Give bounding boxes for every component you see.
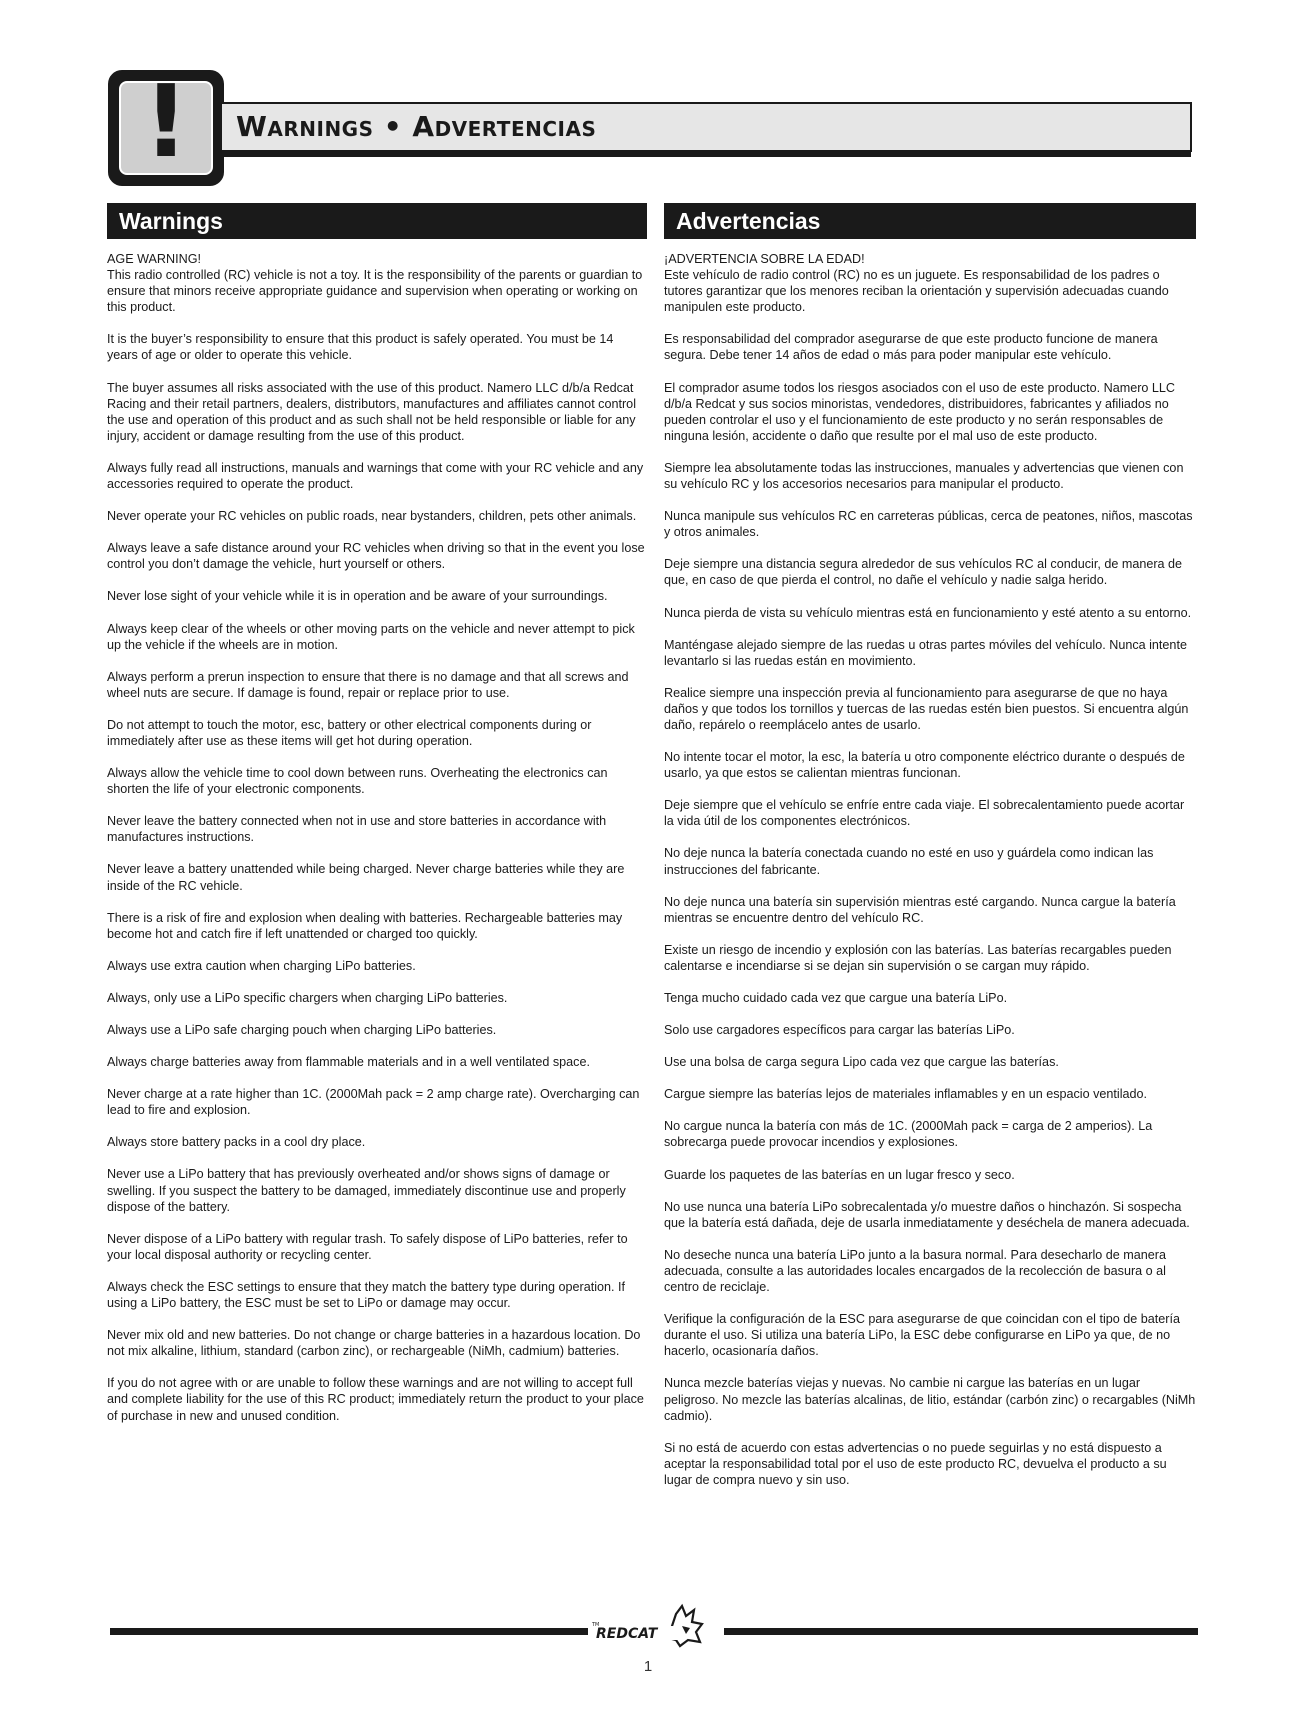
warning-paragraph: Always, only use a LiPo specific chargers when charging LiPo batteries. (107, 990, 508, 1005)
warning-paragraph: Cargue siempre las baterías lejos de materiales inflamables y en un espacio ventilado. (664, 1087, 1148, 1102)
warning-paragraph: Never use a LiPo battery that has previously overheated and/or shows signs of damage or swelling. If you suspect the battery to be damaged, immediately discontinue use and properly dispose of the battery. (107, 1167, 626, 1214)
warning-paragraph: Never mix old and new batteries. Do not change or charge batteries in a hazardous location. Do not mix alkaline, lithium, standard (carbon zinc), or rechargeable (NiMh, cadmium) batteries. (107, 1328, 641, 1359)
exclamation-glyph: ! (143, 63, 189, 180)
warning-paragraph: Guarde los paquetes de las baterías en un lugar fresco y seco. (664, 1167, 1015, 1182)
warning-paragraph: Always use a LiPo safe charging pouch when charging LiPo batteries. (107, 1023, 497, 1037)
footer-rule-right (724, 1628, 1198, 1635)
warning-paragraph: Always fully read all instructions, manuals and warnings that come with your RC vehicle and any accessories required to operate the product. (107, 460, 644, 492)
warning-paragraph: If you do not agree with or are unable to follow these warnings and are not willing to accept full and complete liability for the use of this RC product; immediately return the product to your place of purchase in new and unused condition. (107, 1376, 644, 1423)
warning-paragraph: Nunca mezcle baterías viejas y nuevas. No cambie ni cargue las baterías en un lugar peligroso. No mezcle las baterías alcalinas, de litio, estándar (carbón zinc) o recargables (NiMh cadmio). (664, 1376, 1196, 1423)
page-header-bar (222, 102, 1192, 152)
warning-paragraph: Always charge batteries away from flammable materials and in a well ventilated space. (107, 1055, 590, 1070)
warning-paragraph: Manténgase alejado siempre de las ruedas u otras partes móviles del vehículo. Nunca intente levantarlo si las ruedas están en movimiento. (664, 637, 1187, 668)
warnings-column-english (107, 203, 647, 1440)
warning-paragraph: Never leave a battery unattended while being charged. Never charge batteries while they are inside of the RC vehicle. (107, 862, 625, 893)
warning-exclamation-icon (108, 63, 224, 186)
warning-paragraph: Always store battery packs in a cool dry place. (107, 1135, 366, 1150)
warning-paragraph: Solo use cargadores específicos para cargar las baterías LiPo. (664, 1023, 1015, 1038)
warning-paragraph: Always allow the vehicle time to cool down between runs. Overheating the electronics can shorten the life of your electronic components. (107, 766, 608, 797)
warning-paragraph: No deje nunca la batería conectada cuando no esté en uso y guárdela como indican las instrucciones del fabricante. (664, 846, 1154, 877)
warning-paragraph: Siempre lea absolutamente todas las instrucciones, manuales y advertencias que vienen con su vehículo RC y los accesorios necesarios para manipular el producto. (664, 460, 1184, 492)
page-number: 1 (643, 1658, 653, 1675)
logo-text: REDCAT (596, 1626, 658, 1642)
warnings-column-spanish (664, 203, 1196, 1504)
trademark-mark: TM (592, 1622, 600, 1628)
warning-paragraph: Never charge at a rate higher than 1C. (2000Mah pack = 2 amp charge rate). Overcharging can lead to fire and explosion. (107, 1087, 640, 1118)
warning-paragraph: Es responsabilidad del comprador asegurarse de que este producto funcione de manera segura. Debe tener 14 años de edad o más para poder manipular este vehículo. (664, 332, 1158, 363)
warning-paragraph: ¡ADVERTENCIA SOBRE LA EDAD! Este vehículo de radio control (RC) no es un juguete. Es responsabilidad de los padres o tutores garantizar que los menores reciban la orientación y supervisión adecuadas cuando manipulen este producto. (664, 252, 1169, 315)
warning-paragraph: No cargue nunca la batería con más de 1C. (2000Mah pack = carga de 2 amperios). La sobrecarga puede provocar incendios y explosiones. (664, 1119, 1153, 1150)
warning-paragraph: Never leave the battery connected when not in use and store batteries in accordance with manufactures instructions. (107, 814, 607, 845)
warning-paragraph: AGE WARNING! This radio controlled (RC) vehicle is not a toy. It is the responsibility of the parents or guardian to ensure that minors receive appropriate guidance and supervision when operating or working on this product. (107, 252, 643, 315)
warning-paragraph: Always leave a safe distance around your RC vehicles when driving so that in the event you lose control you don’t damage the vehicle, hurt yourself or others. (107, 541, 645, 572)
warning-paragraph: Use una bolsa de carga segura Lipo cada vez que cargue las baterías. (664, 1055, 1059, 1070)
warning-paragraph: No deje nunca una batería sin supervisión mientras esté cargando. Nunca cargue la batería mientras se encuentre dentro del vehículo RC. (664, 894, 1176, 925)
warning-paragraph: No use nunca una batería LiPo sobrecalentada y/o muestre daños o hinchazón. Si sospecha que la batería está dañada, deje de usarla inmediatamente y deséchela de manera adecuada. (664, 1199, 1190, 1230)
warnings-heading: Warnings (107, 203, 647, 239)
warning-paragraph: Verifique la configuración de la ESC para asegurarse de que coincidan con el tipo de batería durante el uso. Si utiliza una batería LiPo, la ESC debe configurarse en LiPo ya que, de no hacerlo, ocasionaría daños. (664, 1312, 1180, 1359)
warning-paragraph: No intente tocar el motor, la esc, la batería u otro componente eléctrico durante o después de usarlo, ya que estos se calientan mientras funcionan. (664, 750, 1185, 781)
warning-paragraph: Always check the ESC settings to ensure that they match the battery type during operation. If using a LiPo battery, the ESC must be set to LiPo or damage may occur. (107, 1279, 626, 1311)
warning-paragraph: Never lose sight of your vehicle while it is in operation and be aware of your surroundings. (107, 589, 608, 604)
footer-rule-left (110, 1628, 588, 1635)
warning-paragraph: Never dispose of a LiPo battery with regular trash. To safely dispose of LiPo batteries, refer to your local disposal authority or recycling center. (107, 1231, 628, 1262)
warning-paragraph: Deje siempre una distancia segura alrededor de sus vehículos RC al conducir, de manera de que, en caso de que pierda el control, no dañe el vehículo y nadie salga herido. (664, 557, 1183, 588)
warning-paragraph: Always perform a prerun inspection to ensure that there is no damage and that all screws and wheel nuts are secure. If damage is found, repair or replace prior to use. (107, 669, 629, 700)
warning-paragraph: The buyer assumes all risks associated with the use of this product. Namero LLC d/b/a Redcat Racing and their retail partners, dealers, distributors, manufactures and affiliates cannot control the use and operation of this product and as such shall not be held responsible or liable for any injury, accident or damage resulting from the use of this product. (107, 380, 636, 443)
warnings-list (107, 251, 647, 1424)
advertencias-list (664, 251, 1196, 1488)
warning-paragraph: Existe un riesgo de incendio y explosión con las baterías. Las baterías recargables pueden calentarse e incendiarse si se dejan sin supervisión o se cargan muy rápido. (664, 942, 1172, 973)
warning-paragraph: Always keep clear of the wheels or other moving parts on the vehicle and never attempt to pick up the vehicle if the wheels are in motion. (107, 621, 635, 652)
warning-paragraph: Never operate your RC vehicles on public roads, near bystanders, children, pets other animals. (107, 509, 637, 524)
warning-paragraph: Realice siempre una inspección previa al funcionamiento para asegurarse de que no haya daños y que todos los tornillos y tuercas de las ruedas estén bien puestos. Si encuentra algún daño, repárelo o reemplácelo antes de usarlo. (664, 685, 1189, 732)
warning-paragraph: It is the buyer’s responsibility to ensure that this product is safely operated. You must be 14 years of age or older to operate this vehicle. (107, 332, 614, 363)
warning-paragraph: Do not attempt to touch the motor, esc, battery or other electrical components during or immediately after use as these items will get hot during operation. (107, 717, 592, 748)
warning-paragraph: There is a risk of fire and explosion when dealing with batteries. Rechargeable batteries may become hot and catch fire if left unattended or charged too quickly. (107, 910, 623, 941)
warning-paragraph: Si no está de acuerdo con estas advertencias o no puede seguirlas y no está dispuesto a aceptar la responsabilidad total por el uso de este producto RC, devuelva el producto a su lugar de compra nuevo y sin uso. (664, 1440, 1167, 1487)
page-title: Warnings • Advertencias (236, 110, 597, 143)
warning-paragraph: Deje siempre que el vehículo se enfríe entre cada viaje. El sobrecalentamiento puede acortar la vida útil de los componentes electrónicos. (664, 798, 1185, 829)
warning-paragraph: Nunca manipule sus vehículos RC en carreteras públicas, cerca de peatones, niños, mascotas y otros animales. (664, 509, 1193, 540)
warning-paragraph: Nunca pierda de vista su vehículo mientras está en funcionamiento y esté atento a su entorno. (664, 605, 1192, 620)
warning-paragraph: Always use extra caution when charging LiPo batteries. (107, 958, 416, 973)
advertencias-heading: Advertencias (664, 203, 1196, 239)
warning-paragraph: Tenga mucho cuidado cada vez que cargue una batería LiPo. (664, 991, 1008, 1005)
redcat-logo-icon (590, 1600, 720, 1650)
warning-paragraph: No deseche nunca una batería LiPo junto a la basura normal. Para desecharlo de manera adecuada, consulte a las autoridades locales encargados de la recolección de basura o al centro de reciclaje. (664, 1247, 1166, 1295)
warning-paragraph: El comprador asume todos los riesgos asociados con el uso de este producto. Namero LLC d/b/a Redcat y sus socios minoristas, vendedores, distribuidores, fabricantes y afiliados no pueden controlar el uso y el funcionamiento de este producto y no serán responsables de ninguna lesión, accidente o daño que resulte por el mal uso de este producto. (664, 380, 1176, 443)
